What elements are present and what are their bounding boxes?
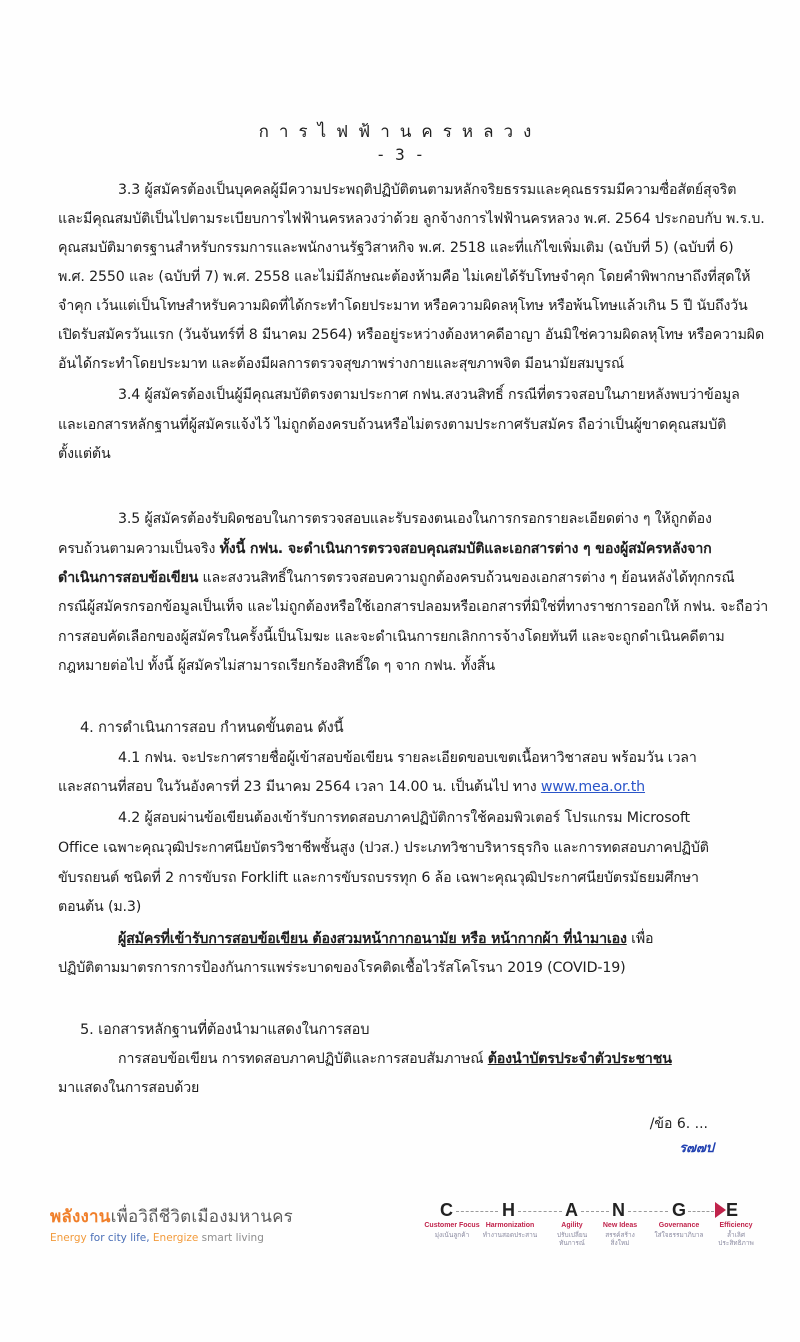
change-sub-agility: ปรับเปลี่ยนทันการณ์ bbox=[556, 1231, 588, 1247]
change-connector bbox=[688, 1211, 714, 1212]
change-connector bbox=[628, 1211, 668, 1212]
para-3-3-line-1: 3.3 ผู้สมัครต้องเป็นบุคคลผู้มีความประพฤติปฏิบัติตนตามหลักจริยธรรมและคุณธรรมมีความซื่อสัตย์สุจริต bbox=[118, 182, 737, 198]
para-3-4-line-3: ตั้งแต่ต้น bbox=[58, 446, 111, 462]
para-4-2-line-2: Office เฉพาะคุณวุฒิประกาศนียบัตรวิชาชีพชั้นสูง (ปวส.) ประเภทวิชาบริหารธุรกิจ และการทดสอบภาคปฏิบัติ bbox=[58, 840, 709, 856]
change-connector bbox=[518, 1211, 562, 1212]
para-3-4-line-1: 3.4 ผู้สมัครต้องเป็นผู้มีคุณสมบัติตรงตามประกาศ กฟน.สงวนสิทธิ์ กรณีที่ตรวจสอบในภายหลังพบว่าข้อมูล bbox=[118, 387, 740, 403]
para-3-3-line-3: คุณสมบัติมาตรฐานสำหรับกรรมการและพนักงานรัฐวิสาหกิจ พ.ศ. 2518 และที่แก้ไขเพิ่มเติม (ฉบับที่ 5) (ฉบับที่ 6) bbox=[58, 240, 734, 256]
mask-notice-tail: เพื่อ bbox=[626, 931, 654, 947]
change-sub-efficiency: ล้ำเลิศประสิทธิภาพ bbox=[718, 1231, 754, 1247]
slogan-thai-rest: เพื่อวิถีชีวิตเมืองมหานคร bbox=[110, 1207, 293, 1227]
para-4-2-line-4: ตอนต้น (ม.3) bbox=[58, 899, 142, 915]
handwritten-initials: ร๗๗ป bbox=[679, 1141, 714, 1156]
mea-website-link[interactable]: www.mea.or.th bbox=[540, 779, 646, 795]
para-3-3-line-5: จำคุก เว้นแต่เป็นโทษสำหรับความผิดที่ได้กระทำโดยประมาท หรือความผิดลหุโทษ หรือพ้นโทษแล้วเกิน 5 ปี นับถึงวัน bbox=[58, 298, 748, 314]
change-sub-new-ideas: สรรค์สร้างสิ่งใหม่ bbox=[605, 1231, 635, 1247]
slogan-english bbox=[50, 1232, 293, 1244]
para-3-5-line-2 bbox=[58, 539, 712, 559]
para-3-5-line-1: 3.5 ผู้สมัครต้องรับผิดชอบในการตรวจสอบและรับรองตนเองในการกรอกรายละเอียดต่าง ๆ ให้ถูกต้อง bbox=[118, 511, 712, 527]
para-3-5-line-3 bbox=[58, 568, 735, 588]
para-4-1-line-2-text: และสถานที่สอบ ในวันอังคารที่ 23 มีนาคม 2564 เวลา 14.00 น. เป็นต้นไป ทาง bbox=[58, 779, 541, 795]
para-4-2-line-1: 4.2 ผู้สอบผ่านข้อเขียนต้องเข้ารับการทดสอบภาคปฏิบัติการใช้คอมพิวเตอร์ โปรแกรม Microsoft bbox=[118, 810, 690, 826]
para-5-line-1 bbox=[118, 1049, 672, 1069]
id-card-requirement: ต้องนำบัตรประจำตัวประชาชน bbox=[487, 1051, 672, 1067]
para-3-3-line-6: เปิดรับสมัครวันแรก (วันจันทร์ที่ 8 มีนาคม 2564) หรืออยู่ระหว่างต้องหาคดีอาญา อันมิใช่ความผิดลหุโทษ หรือความผิด bbox=[58, 327, 765, 343]
para-3-5-line-5: การสอบคัดเลือกของผู้สมัครในครั้งนี้เป็นโมฆะ และจะดำเนินการยกเลิกการจ้างโดยทันที และจะถูกดำเนินคดีตาม bbox=[58, 629, 725, 645]
mea-slogan bbox=[50, 1203, 293, 1244]
mask-notice-underlined: ผู้สมัครที่เข้ารับการสอบข้อเขียน ต้องสวมหน้ากากอนามัย หรือ หน้ากากผ้า ที่นำมาเอง bbox=[118, 931, 627, 947]
para-3-5-line-3-normal: และสงวนสิทธิ์ในการตรวจสอบความถูกต้องครบถ้วนของเอกสารต่าง ๆ ย้อนหลังได้ทุกกรณี bbox=[198, 570, 735, 586]
mask-notice-line-1 bbox=[118, 929, 653, 949]
para-3-3-line-2: และมีคุณสมบัติเป็นไปตามระเบียบการไฟฟ้านครหลวงว่าด้วย ลูกจ้างการไฟฟ้านครหลวง พ.ศ. 2564 ประกอบกับ พ.ร.บ. bbox=[58, 211, 765, 227]
para-4-1-line-1: 4.1 กฟน. จะประกาศรายชื่อผู้เข้าสอบข้อเขียน รายละเอียดขอบเขตเนื้อหาวิชาสอบ พร้อมวัน เวลา bbox=[118, 750, 697, 766]
slogan-en-energize: Energize bbox=[152, 1232, 199, 1244]
para-3-5-line-2-normal: ครบถ้วนตามความเป็นจริง bbox=[58, 541, 220, 557]
para-3-5-line-6: กฎหมายต่อไป ทั้งนี้ ผู้สมัครไม่สามารถเรียกร้องสิทธิ์ใด ๆ จาก กฟน. ทั้งสิ้น bbox=[58, 658, 495, 674]
slogan-en-smart-living: smart living bbox=[198, 1232, 264, 1244]
para-3-3-line-4: พ.ศ. 2550 และ (ฉบับที่ 7) พ.ศ. 2558 และไม่มีลักษณะต้องห้ามคือ ไม่เคยได้รับโทษจำคุก โดยคำพิพากษาถึงที่สุดให้ bbox=[58, 269, 751, 285]
para-5-line-2: มาแสดงในการสอบด้วย bbox=[58, 1080, 200, 1096]
slogan-thai bbox=[50, 1203, 293, 1230]
change-letter-g: G bbox=[672, 1200, 687, 1220]
section-5-heading: 5. เอกสารหลักฐานที่ต้องนำมาแสดงในการสอบ bbox=[80, 1021, 370, 1038]
change-sub-harmonization: ทำงานสอดประสาน bbox=[482, 1231, 538, 1239]
change-connector bbox=[581, 1211, 609, 1212]
change-label-efficiency: Efficiency bbox=[719, 1222, 753, 1229]
slogan-en-for-city-life: for city life, bbox=[86, 1232, 153, 1244]
change-letter-n: N bbox=[612, 1200, 625, 1220]
mask-notice-line-2: ปฏิบัติตามมาตรการการป้องกันการแพร่ระบาดของโรคติดเชื้อไวรัสโคโรนา 2019 (COVID-19) bbox=[58, 960, 626, 976]
change-letter-c: C bbox=[440, 1200, 453, 1220]
para-5-line-1-normal: การสอบข้อเขียน การทดสอบภาคปฏิบัติและการสอบสัมภาษณ์ bbox=[118, 1051, 488, 1067]
arrow-right-icon bbox=[715, 1202, 726, 1218]
para-3-3-line-7: อันได้กระทำโดยประมาท และต้องมีผลการตรวจสุขภาพร่างกายและสุขภาพจิต มีอนามัยสมบูรณ์ bbox=[58, 356, 624, 372]
change-label-harmonization: Harmonization bbox=[485, 1222, 535, 1229]
section-4-heading: 4. การดำเนินการสอบ กำหนดขั้นตอน ดังนี้ bbox=[80, 719, 344, 736]
organization-header: การไฟฟ้านครหลวง bbox=[258, 122, 542, 142]
continuation-marker: /ข้อ 6. ... bbox=[649, 1116, 708, 1132]
change-connector bbox=[456, 1211, 498, 1212]
slogan-thai-highlight: พลังงาน bbox=[50, 1207, 111, 1227]
change-label-new-ideas: New Ideas bbox=[602, 1222, 638, 1229]
change-sub-customer-focus: มุ่งเน้นลูกค้า bbox=[434, 1231, 470, 1239]
page-number: - 3 - bbox=[375, 145, 425, 164]
para-4-2-line-3: ขับรถยนต์ ชนิดที่ 2 การขับรถ Forklift และการขับรถบรรทุก 6 ล้อ เฉพาะคุณวุฒิประกาศนียบัตรมัธยมศึกษา bbox=[58, 870, 699, 886]
change-label-agility: Agility bbox=[561, 1222, 583, 1229]
para-3-4-line-2: และเอกสารหลักฐานที่ผู้สมัครแจ้งไว้ ไม่ถูกต้องครบถ้วนหรือไม่ตรงตามประกาศรับสมัคร ถือว่าเป็นผู้ขาดคุณสมบัติ bbox=[58, 417, 727, 433]
slogan-en-energy: Energy bbox=[50, 1232, 87, 1244]
para-3-5-line-4: กรณีผู้สมัครกรอกข้อมูลเป็นเท็จ และไม่ถูกต้องหรือใช้เอกสารปลอมหรือเอกสารที่มิใช่ที่ทางราชการออกให้ กฟน. จะถือว่า bbox=[58, 599, 769, 615]
change-letter-a: A bbox=[565, 1200, 578, 1220]
para-4-1-line-2 bbox=[58, 777, 645, 797]
change-letter-e: E bbox=[726, 1200, 739, 1220]
change-values-logo bbox=[424, 1200, 762, 1260]
change-letter-h: H bbox=[502, 1200, 515, 1220]
para-3-5-line-2-bold: ทั้งนี้ กฟน. จะดำเนินการตรวจสอบคุณสมบัติและเอกสารต่าง ๆ ของผู้สมัครหลังจาก bbox=[219, 541, 712, 557]
para-3-5-line-3-bold: ดำเนินการสอบข้อเขียน bbox=[58, 570, 199, 586]
change-label-customer-focus: Customer Focus bbox=[424, 1222, 480, 1229]
change-label-governance: Governance bbox=[658, 1222, 700, 1229]
change-sub-governance: ใส่ใจธรรมาภิบาล bbox=[654, 1231, 704, 1239]
